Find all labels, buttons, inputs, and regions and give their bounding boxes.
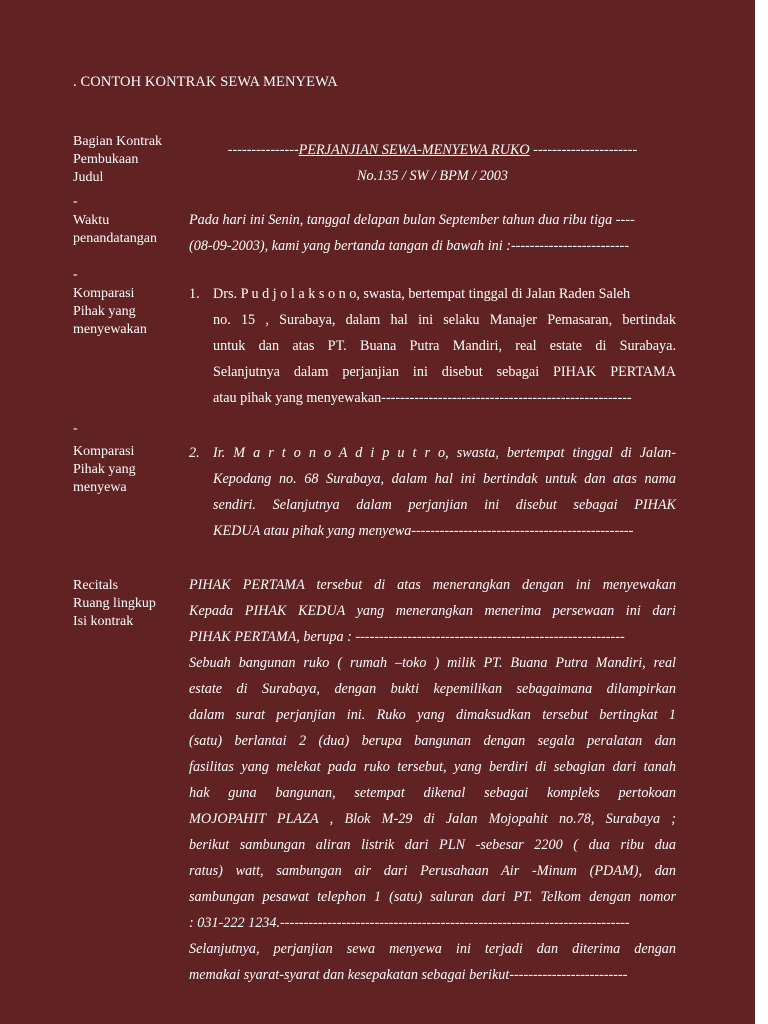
text-line: Selanjutnya, perjanjian sewa menyewa ini terjadi dan diterima dengan — [189, 941, 676, 957]
signing-time-text — [189, 207, 676, 259]
text-line: PIHAK PERTAMA, berupa : --------------------------------------------------------- — [189, 629, 625, 645]
heading-title: PERJANJIAN SEWA-MENYEWA RUKO — [298, 142, 530, 158]
text-line: Drs. P u d j o l a k s o n o, swasta, bertempat tinggal di Jalan Raden Saleh — [213, 286, 631, 302]
text-line: berikut sambungan aliran listrik dari PLN -sebesar 2200 ( dua ribu dua — [189, 837, 676, 853]
list-number: 1. — [189, 286, 200, 302]
text-line: untuk dan atas PT. Buana Putra Mandiri, real estate di Surabaya. — [213, 338, 676, 354]
text-line: : 031-222 1234.-------------------------------------------------------------------------- — [189, 915, 630, 931]
text-line: estate di Surabaya, dengan bukti kepemilikan sebagaimana dilampirkan — [189, 681, 676, 697]
label-line: Recitals — [73, 578, 119, 593]
document-title: . CONTOH KONTRAK SEWA MENYEWA — [73, 74, 338, 90]
list-item-body — [213, 440, 676, 544]
section-dash: - — [73, 267, 78, 282]
label-line: Waktu — [73, 213, 110, 228]
text-line: ratus) watt, sambungan air dari Perusahaan Air -Minum (PDAM), dan — [189, 863, 676, 879]
list-item — [189, 440, 676, 544]
text-line: KEDUA atau pihak yang menyewa----------------------------------------------- — [213, 523, 634, 539]
label-line: Bagian Kontrak — [73, 134, 163, 149]
label-waktu — [73, 212, 157, 248]
text-line: MOJOPAHIT PLAZA , Blok M-29 di Jalan Mojopahit no.78, Surabaya ; — [189, 811, 676, 827]
label-line: Judul — [73, 170, 104, 185]
heading-suffix: ---------------------- — [529, 142, 638, 158]
text-line: PIHAK PERTAMA tersebut di atas menerangkan dengan ini menyewakan — [189, 577, 676, 593]
text-line: memakai syarat-syarat dan kesepakatan sebagai berikut------------------------- — [189, 967, 628, 983]
text-line: dalam surat perjanjian ini. Ruko yang dimaksudkan tersebut bertingkat 1 — [189, 707, 676, 723]
text-line: (08-09-2003), kami yang bertanda tangan di bawah ini :------------------------- — [189, 238, 630, 254]
label-recitals — [73, 577, 156, 631]
text-line: atau pihak yang menyewakan----------------------------------------------------- — [213, 390, 632, 406]
label-line: Komparasi — [73, 286, 135, 301]
heading-prefix: --------------- — [227, 142, 299, 158]
label-bagian-kontrak — [73, 133, 162, 187]
list-item — [189, 281, 676, 411]
label-line: Ruang lingkup — [73, 596, 156, 611]
text-line: Selanjutnya dalam perjanjian ini disebut sebagai PIHAK PERTAMA — [213, 364, 676, 380]
label-line: Pihak yang — [73, 304, 136, 319]
label-komparasi-pemilik — [73, 285, 147, 339]
label-komparasi-penyewa — [73, 443, 136, 497]
text-line: Kepada PIHAK KEDUA yang menerangkan menerima persewaan ini dari — [189, 603, 676, 619]
recitals-paragraph — [189, 572, 676, 988]
text-line: Sebuah bangunan ruko ( rumah –toko ) milik PT. Buana Putra Mandiri, real — [189, 655, 676, 671]
text-line: sendiri. Selanjutnya dalam perjanjian ini disebut sebagai PIHAK — [213, 497, 676, 513]
text-line: Ir. M a r t o n o A d i p u t r o, swasta, bertempat tinggal di Jalan- — [213, 445, 676, 461]
label-line: menyewa — [73, 480, 127, 495]
list-item-body — [213, 281, 676, 411]
text-line: Pada hari ini Senin, tanggal delapan bulan September tahun dua ribu tiga ---- — [189, 212, 635, 228]
label-line: Pembukaan — [73, 152, 139, 167]
text-line: hak guna bangunan, setempat dikenal sebagai kompleks pertokoan — [189, 785, 676, 801]
text-line: no. 15 , Surabaya, dalam hal ini selaku Manajer Pemasaran, bertindak — [213, 312, 676, 328]
party-two-paragraph — [189, 440, 676, 544]
label-line: penandatangan — [73, 231, 157, 246]
heading-line — [189, 137, 676, 163]
text-line: (satu) berlantai 2 (dua) berupa bangunan dengan segala peralatan dan — [189, 733, 676, 749]
text-line: fasilitas yang melekat pada ruko tersebut, yang berdiri di sebagian dari tanah — [189, 759, 676, 775]
contract-number: No.135 / SW / BPM / 2003 — [357, 168, 508, 184]
section-dash: - — [73, 421, 78, 436]
text-line: Kepodang no. 68 Surabaya, dalam hal ini bertindak untuk dan atas nama — [213, 471, 676, 487]
text-line: sambungan pesawat telephon 1 (satu) saluran dari PT. Telkom dengan nomor — [189, 889, 676, 905]
label-line: menyewakan — [73, 322, 147, 337]
party-one-paragraph — [189, 281, 676, 411]
list-number: 2. — [189, 445, 200, 461]
label-line: Pihak yang — [73, 462, 136, 477]
contract-heading — [189, 137, 676, 189]
section-dash: - — [73, 194, 78, 209]
label-line: Komparasi — [73, 444, 135, 459]
label-line: Isi kontrak — [73, 614, 134, 629]
